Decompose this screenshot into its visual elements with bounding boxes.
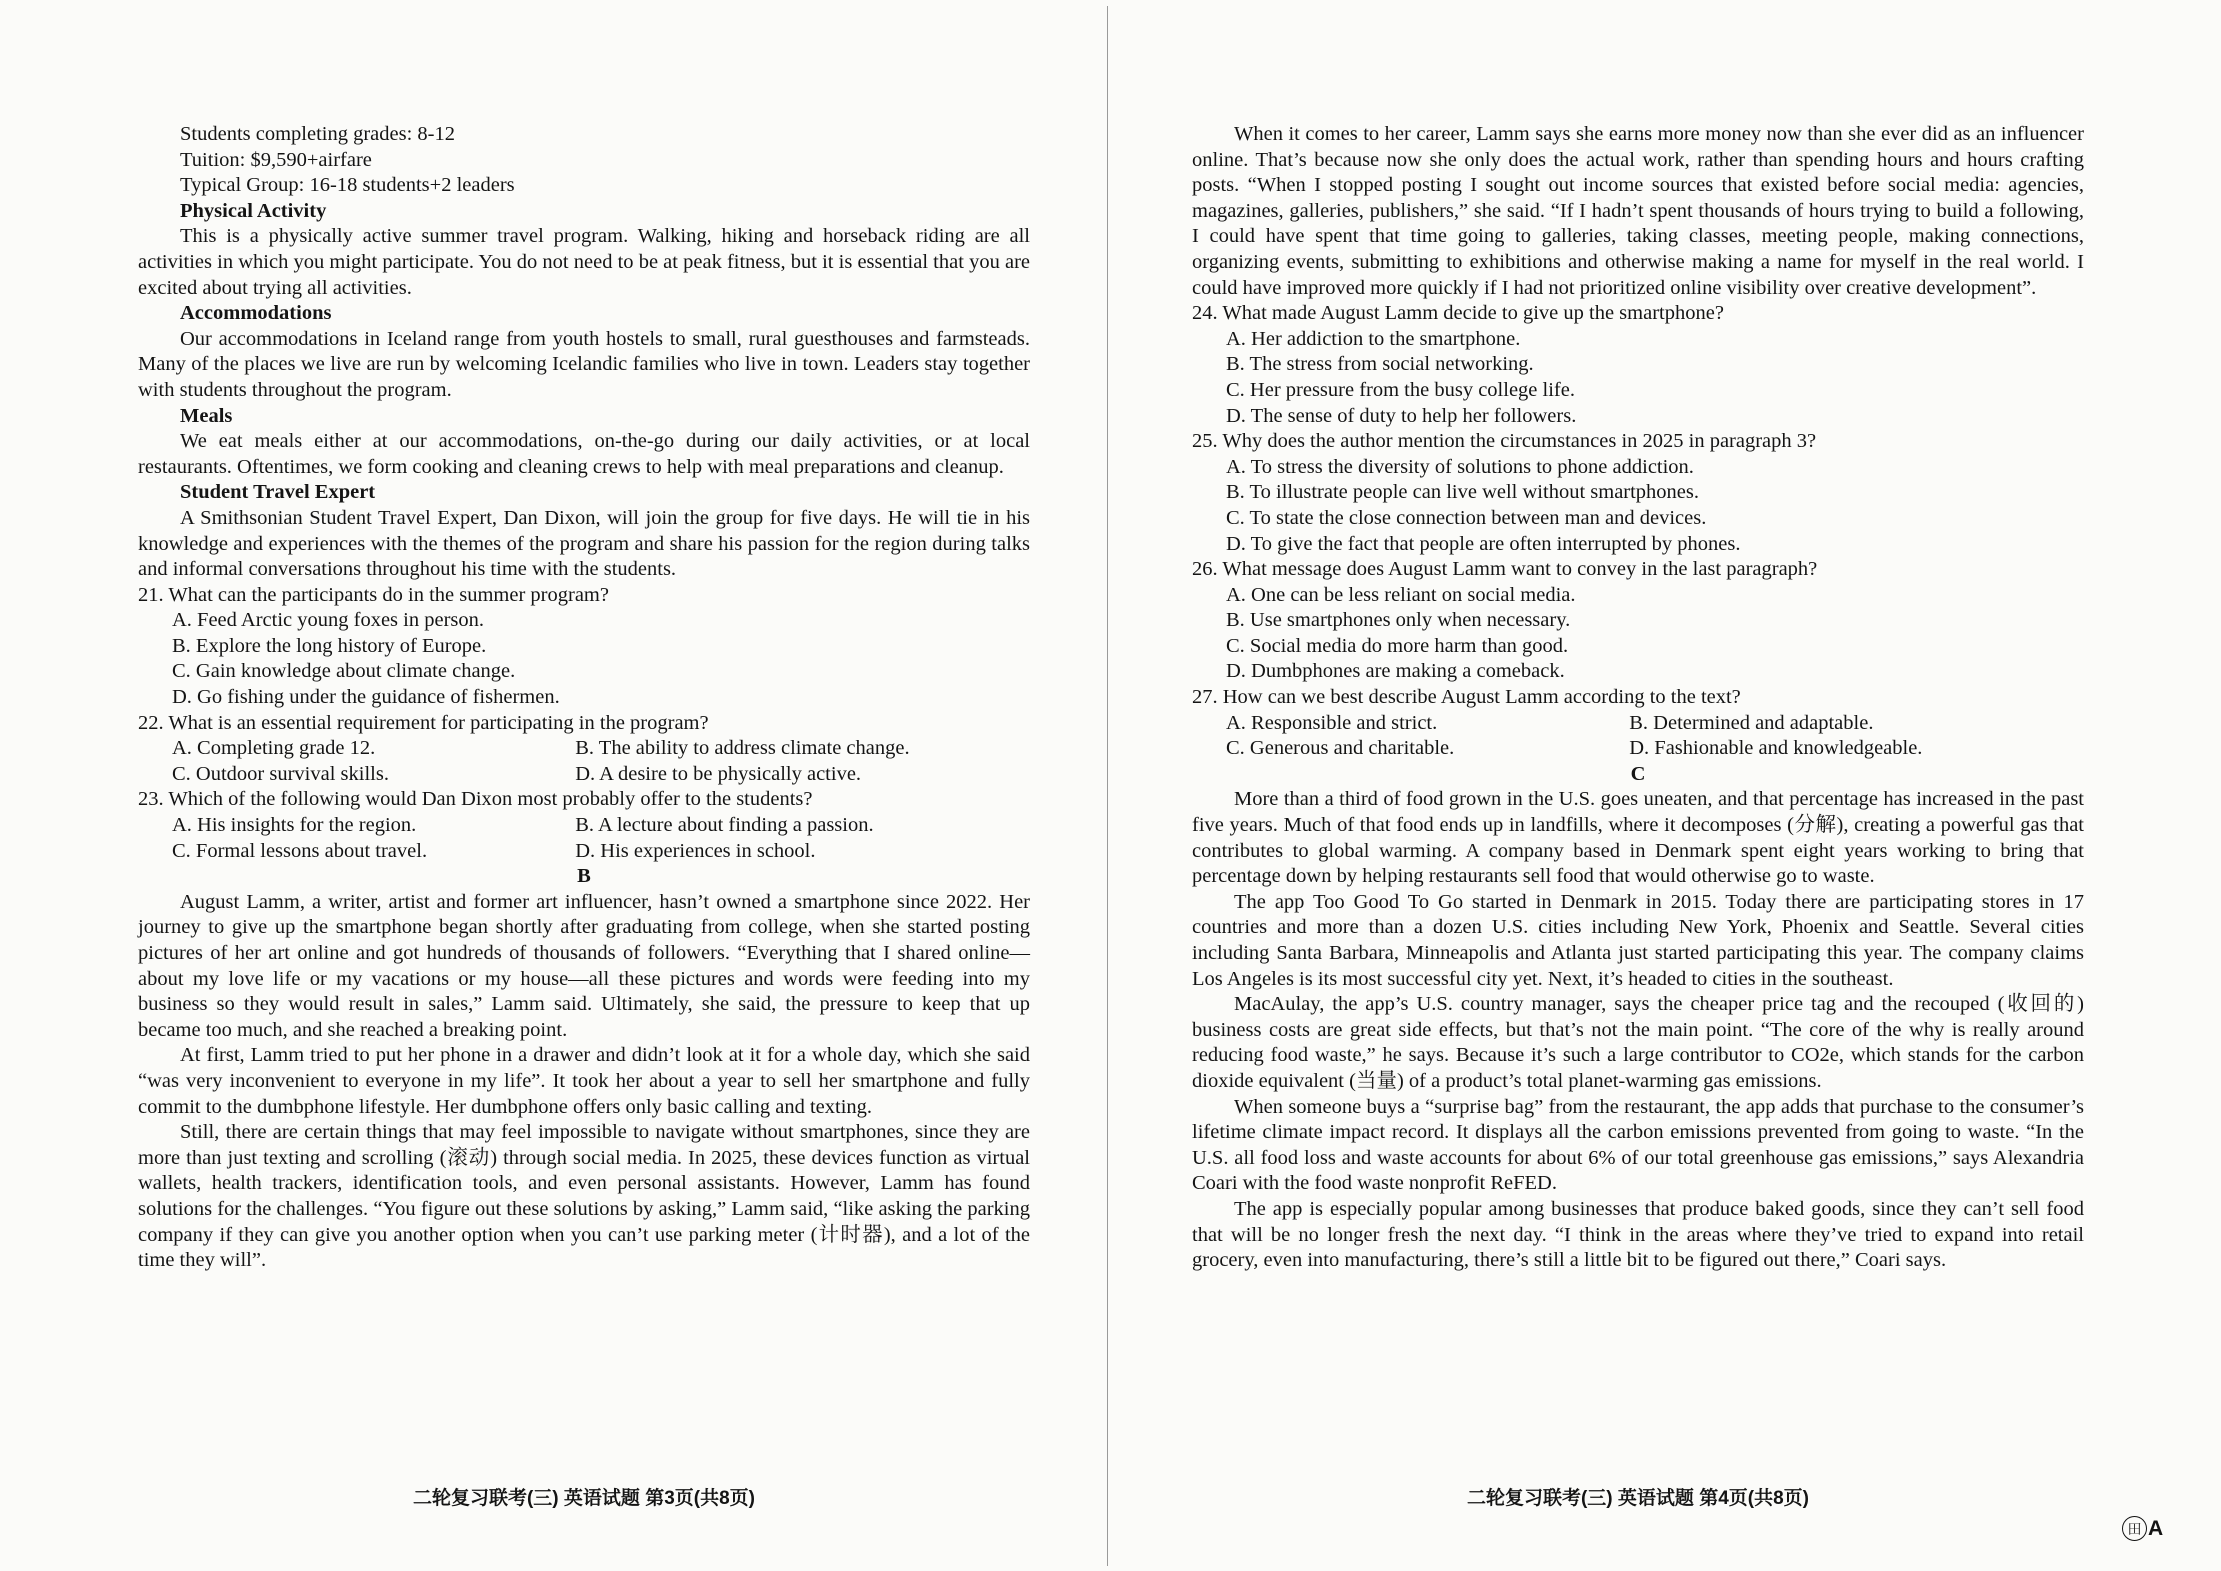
page-3 — [138, 122, 1030, 1509]
passage-c-paragraph-5: The app is especially popular among businesses that produce baked goods, since they can’t sell food that will be no longer fresh the next day. “I think in the areas where they’ve tried to expand into retail grocery, even into manufacturing, there’s still a little bit to be figured out there,” Coari says. — [1192, 1197, 2084, 1272]
question-22-option-c: C. Outdoor survival skills. — [172, 762, 389, 785]
question-21-option-d: D. Go fishing under the guidance of fishermen. — [172, 686, 560, 709]
body-meals: We eat meals either at our accommodations, on-the-go during our daily activities, or at local restaurants. Oftentimes, we form cooking and cleaning crews to help with meal preparations and cleanup. — [138, 430, 1030, 478]
passage-c-paragraph-1: More than a third of food grown in the U.S. goes uneaten, and that percentage has increased in the past five years. Much of that food ends up in landfills, where it decomposes (分解), creating a powerful gas that contributes to global warming. A company based in Denmark spent eight years working to bring that percentage down by helping restaurants sell food that would otherwise go to waste. — [1192, 788, 2084, 888]
question-26 — [1192, 557, 2084, 685]
question-24 — [1192, 301, 2084, 429]
question-21-stem: 21. What can the participants do in the summer program? — [138, 583, 609, 606]
question-26-option-c: C. Social media do more harm than good. — [1226, 634, 1569, 657]
question-21 — [138, 583, 1030, 711]
question-22-option-d: D. A desire to be physically active. — [575, 762, 862, 785]
program-group-line: Typical Group: 16-18 students+2 leaders — [180, 174, 515, 197]
question-24-option-c: C. Her pressure from the busy college life. — [1226, 378, 1575, 401]
page-divider — [1107, 6, 1108, 1566]
question-21-option-c: C. Gain knowledge about climate change. — [172, 660, 516, 683]
question-24-option-b: B. The stress from social networking. — [1226, 353, 1534, 376]
question-21-option-b: B. Explore the long history of Europe. — [172, 634, 487, 657]
passage-c-paragraph-4: When someone buys a “surprise bag” from the restaurant, the app adds that purchase to the consumer’s lifetime climate impact record. It displays all the carbon emissions prevented from going to waste. “In the U.S. all food loss and waste accounts for about 6% of our total greenhouse gas emissions,” says Alexandria Coari with the food waste nonprofit ReFED. — [1192, 1095, 2084, 1195]
question-22-option-a: A. Completing grade 12. — [172, 737, 376, 760]
question-23-option-b: B. A lecture about finding a passion. — [575, 814, 874, 837]
question-23-option-c: C. Formal lessons about travel. — [172, 839, 428, 862]
passage-b-paragraph-2: At first, Lamm tried to put her phone in a drawer and didn’t look at it for a whole day, which she said “was very inconvenient to everyone in my life”. It took her about a year to sell her smartphone and fully commit to the dumbphone lifestyle. Her dumbphone offers only basic calling and texting. — [138, 1044, 1030, 1118]
passage-b-paragraph-1: August Lamm, a writer, artist and former art influencer, hasn’t owned a smartphone since 2022. Her journey to give up the smartphone began shortly after graduating from college, when she started posting pictures of her art online and got hundreds of thousands of followers. “Everything that I shared online—about my love life or my vacations or my house—all these pictures and words were feeding into my business so they would result in sales,” Lamm said. Ultimately, she said, the pressure to keep that up became too much, and she reached a breaking point. — [138, 890, 1030, 1041]
passage-b-paragraph-4: When it comes to her career, Lamm says she earns more money now than she ever did as an influencer online. That’s because now she only does the actual work, rather than spending hours and hours crafting posts. “When I stopped posting I sought out income sources that existed before social media: agencies, magazines, galleries, publishers,” she said. “If I hadn’t spent thousands of hours trying to build a following, I could have spent that time going to galleries, taking classes, meeting people, making connections, organizing events, submitting to exhibitions and otherwise making a name for myself in the real world. I could have improved more quickly if I had not prioritized online visibility over creative development”. — [1192, 123, 2084, 299]
question-27-option-d: D. Fashionable and knowledgeable. — [1629, 737, 1923, 760]
question-26-option-b: B. Use smartphones only when necessary. — [1226, 609, 1571, 632]
print-mark-letter: A — [2148, 1516, 2164, 1540]
question-22-stem: 22. What is an essential requirement for participating in the program? — [138, 711, 709, 734]
passage-b-paragraph-3: Still, there are certain things that may feel impossible to navigate without smartphones, since they are more than just texting and scrolling (滚动) through social media. In 2025, these devices function as virtual wallets, health trackers, identification tools, and even personal assistants. However, Lamm has found solutions for the challenges. “You figure out these solutions by asking,” Lamm said, “like asking the parking company if they can give you another option when you can’t use parking meter (计时器), and a lot of the time they will”. — [138, 1121, 1030, 1272]
question-22-options — [138, 736, 1030, 787]
question-23-option-a: A. His insights for the region. — [172, 814, 417, 837]
page-3-footer: 二轮复习联考(三) 英语试题 第3页(共8页) — [412, 1488, 755, 1509]
question-24-option-d: D. The sense of duty to help her followers. — [1226, 404, 1577, 427]
question-25-option-b: B. To illustrate people can live well without smartphones. — [1226, 481, 1700, 504]
passage-b-label: B — [577, 865, 591, 888]
circled-symbol-icon: 田 — [2122, 1516, 2147, 1541]
question-26-option-d: D. Dumbphones are making a comeback. — [1226, 660, 1565, 683]
question-22-option-b: B. The ability to address climate change. — [575, 737, 910, 760]
question-27 — [1192, 685, 2084, 762]
question-25 — [1192, 429, 2084, 557]
page-4-footer: 二轮复习联考(三) 英语试题 第4页(共8页) — [1466, 1488, 1809, 1509]
question-27-stem: 27. How can we best describe August Lamm according to the text? — [1192, 686, 1741, 709]
program-tuition-line: Tuition: $9,590+airfare — [180, 148, 372, 171]
print-mark — [2122, 1516, 2163, 1541]
page-4 — [1192, 122, 2084, 1509]
question-27-option-a: A. Responsible and strict. — [1226, 711, 1438, 734]
question-23-options — [138, 813, 1030, 864]
question-23 — [138, 787, 1030, 864]
body-student-travel-expert: A Smithsonian Student Travel Expert, Dan Dixon, will join the group for five days. He will tie in his knowledge and experiences with the themes of the program and share his passion for the region during talks and informal conversations throughout his time with the students. — [138, 506, 1030, 581]
heading-physical-activity: Physical Activity — [180, 199, 327, 222]
body-physical-activity: This is a physically active summer travel program. Walking, hiking and horseback riding are all activities in which you might participate. You do not need to be at peak fitness, but it is essential that you are excited about trying all activities. — [138, 225, 1030, 299]
question-25-option-d: D. To give the fact that people are often interrupted by phones. — [1226, 532, 1741, 555]
question-26-option-a: A. One can be less reliant on social media. — [1226, 583, 1576, 606]
question-22 — [138, 711, 1030, 788]
heading-student-travel-expert: Student Travel Expert — [180, 481, 376, 504]
question-25-stem: 25. Why does the author mention the circumstances in 2025 in paragraph 3? — [1192, 430, 1817, 453]
passage-c-label: C — [1630, 762, 1646, 785]
question-24-option-a: A. Her addiction to the smartphone. — [1226, 327, 1521, 350]
passage-c-paragraph-2: The app Too Good To Go started in Denmark in 2015. Today there are participating stores in 17 countries and more than a dozen U.S. cities including New York, Phoenix and Seattle. Several cities including Santa Barbara, Minneapolis and Atlanta just started participating this year. The company claims Los Angeles is its most successful city yet. Next, it’s headed to cities in the southeast. — [1192, 890, 2084, 990]
question-25-option-a: A. To stress the diversity of solutions to phone addiction. — [1226, 455, 1694, 478]
question-27-option-b: B. Determined and adaptable. — [1629, 711, 1874, 734]
question-27-options — [1192, 711, 2084, 762]
heading-meals: Meals — [180, 404, 233, 427]
passage-c-paragraph-3: MacAulay, the app’s U.S. country manager, says the cheaper price tag and the recouped (收回的) business costs are great side effects, but that’s not the main point. “The core of the why is really around reducing food waste,” he says. Because it’s such a large contributor to CO2e, which stands for the carbon dioxide equivalent (当量) of a product’s total planet-warming gas emissions. — [1192, 993, 2084, 1092]
heading-accommodations: Accommodations — [180, 302, 332, 325]
question-24-stem: 24. What made August Lamm decide to give up the smartphone? — [1192, 302, 1724, 325]
question-27-option-c: C. Generous and charitable. — [1226, 737, 1455, 760]
question-21-option-a: A. Feed Arctic young foxes in person. — [172, 609, 484, 632]
question-25-option-c: C. To state the close connection between man and devices. — [1226, 506, 1707, 529]
program-grades-line: Students completing grades: 8-12 — [180, 123, 455, 145]
question-23-stem: 23. Which of the following would Dan Dixon most probably offer to the students? — [138, 788, 813, 811]
question-26-stem: 26. What message does August Lamm want to convey in the last paragraph? — [1192, 558, 1818, 581]
question-23-option-d: D. His experiences in school. — [575, 839, 816, 862]
body-accommodations: Our accommodations in Iceland range from youth hostels to small, rural guesthouses and farmsteads. Many of the places we live are run by welcoming Icelandic families who live in town. Leaders stay together with students throughout the program. — [138, 327, 1030, 401]
